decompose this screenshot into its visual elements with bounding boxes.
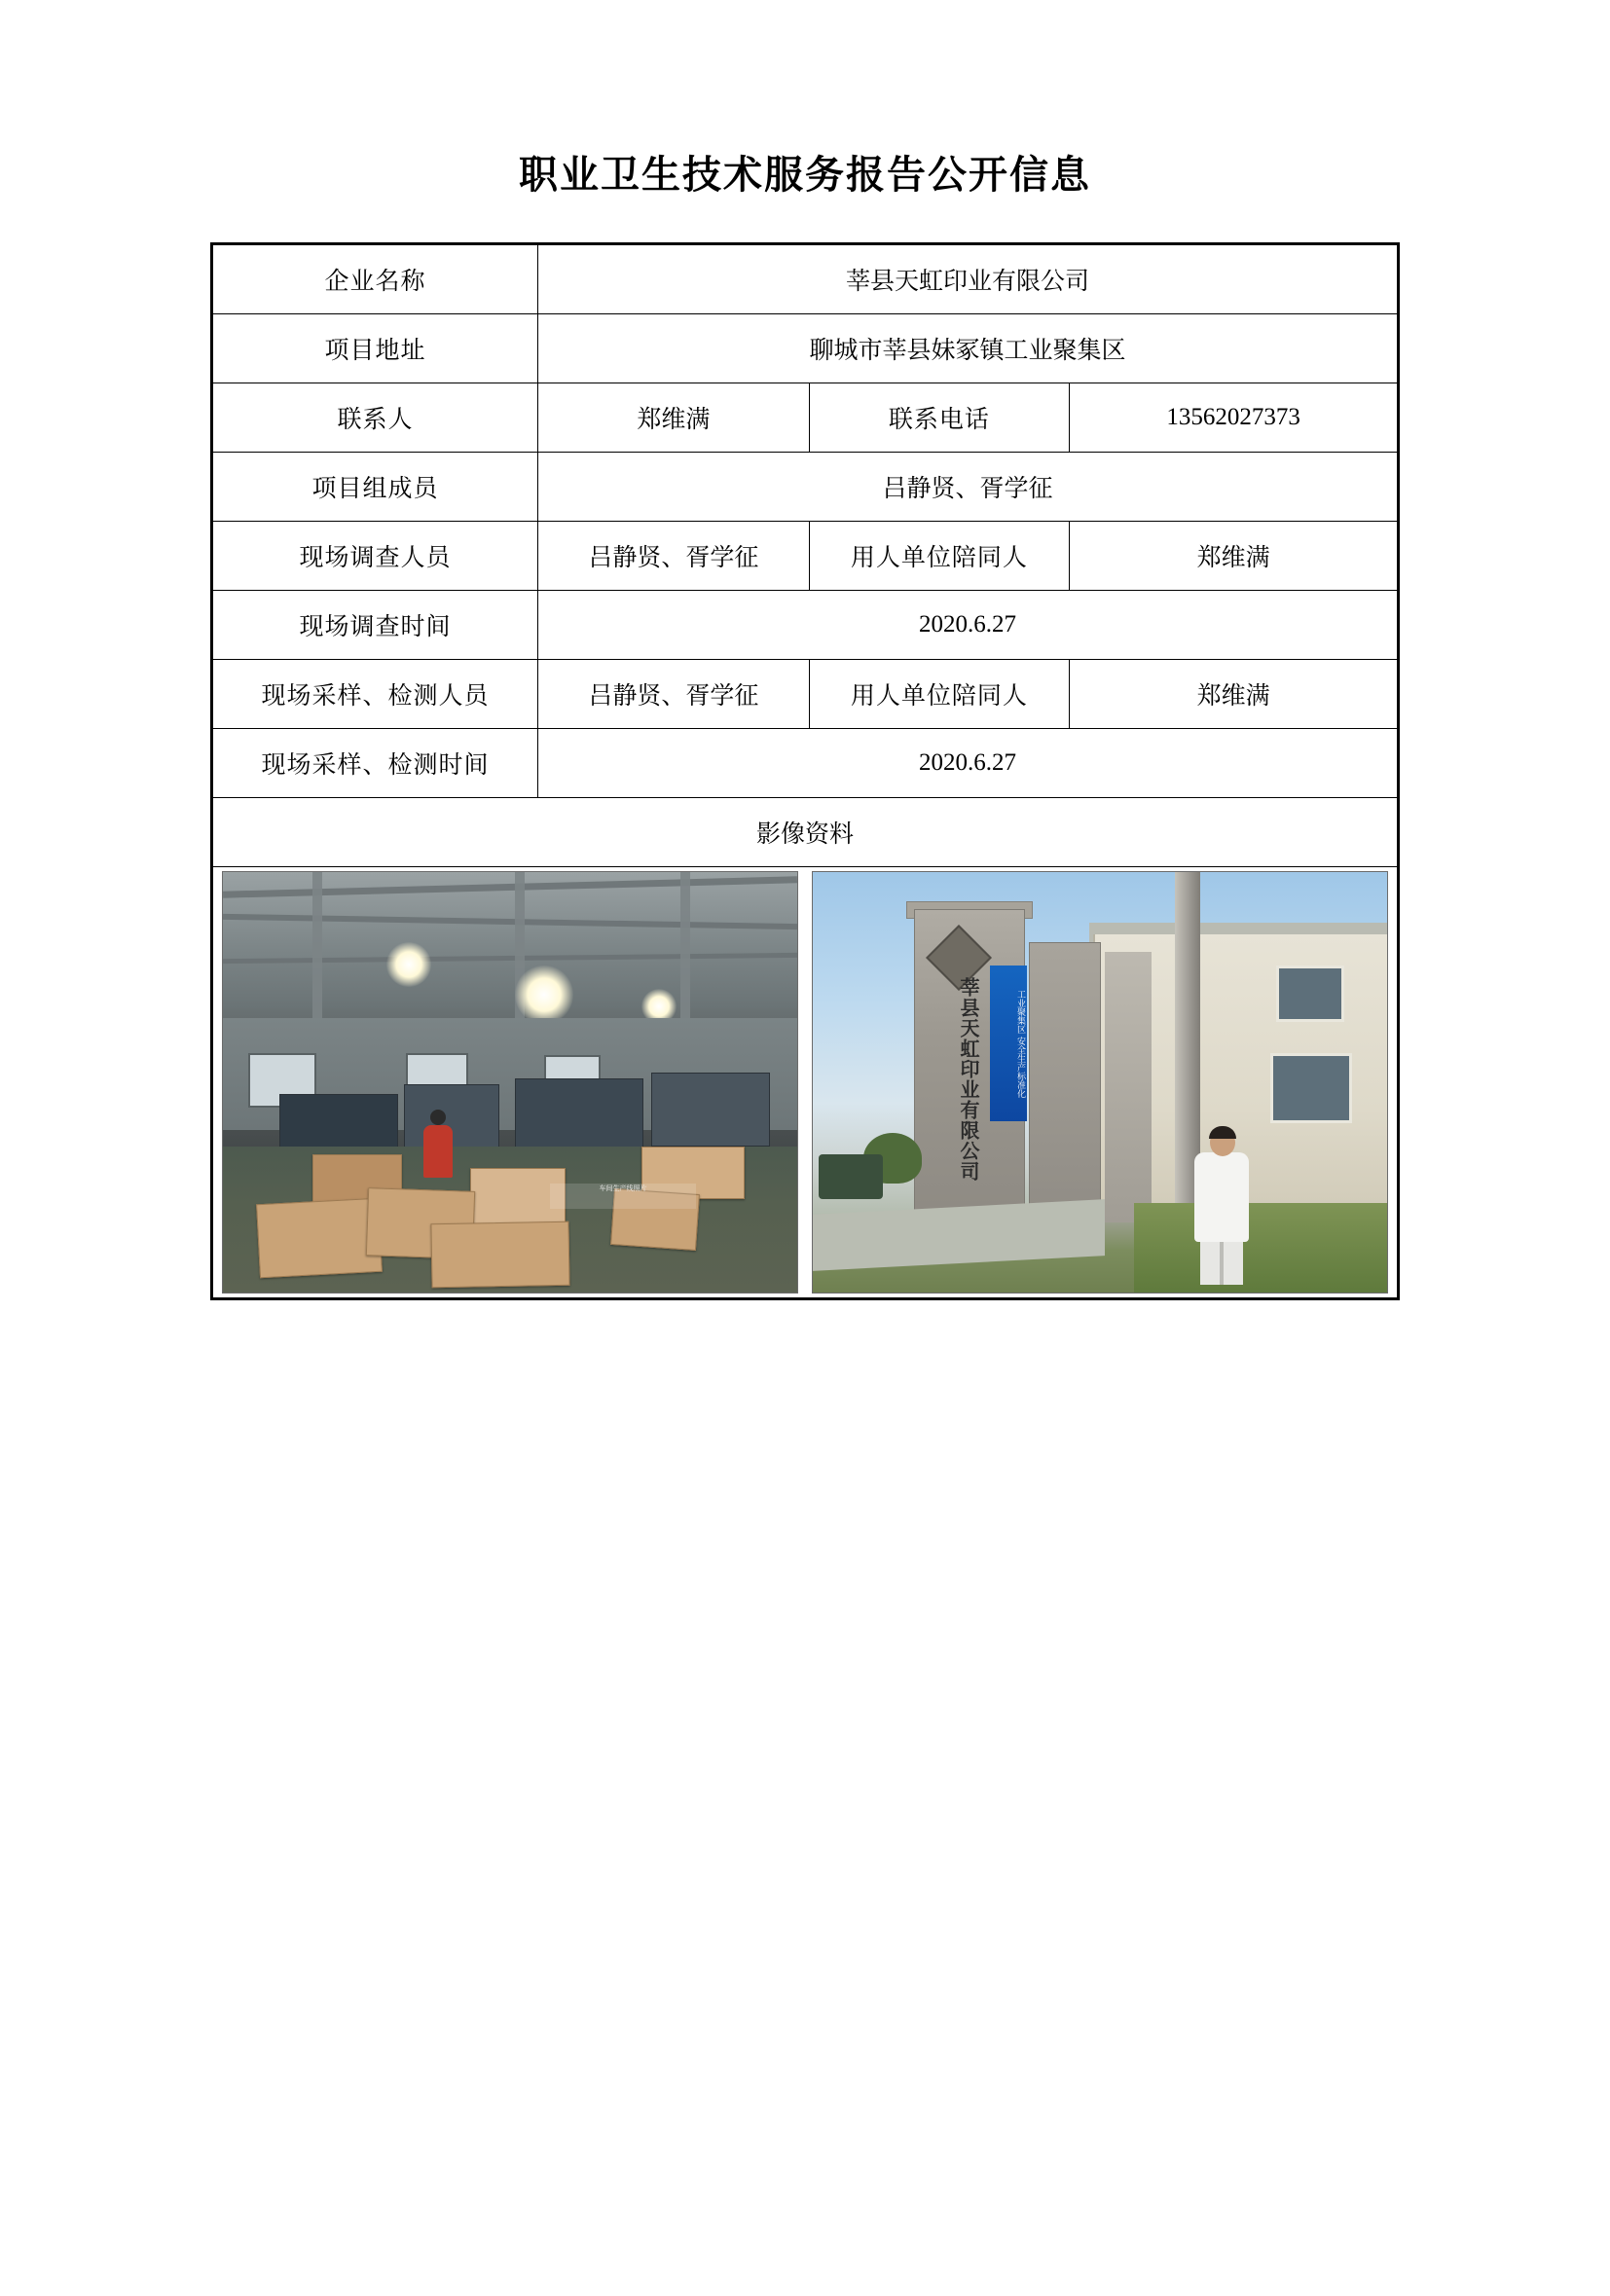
sampling-accompany-value: 郑维满	[1070, 660, 1399, 729]
table-row	[212, 314, 1399, 383]
workshop-photo	[222, 871, 798, 1294]
gate-pillar	[1029, 942, 1101, 1232]
info-table-wrapper	[210, 242, 1400, 1300]
media-photos-cell	[212, 867, 1399, 1299]
blue-sign-board: 工业聚集区 安全生产标准化	[990, 966, 1027, 1121]
company-name-label: 企业名称	[212, 244, 538, 314]
survey-time-label: 现场调查时间	[212, 591, 538, 660]
sampling-time-label: 现场采样、检测时间	[212, 729, 538, 798]
ceiling-lamp-icon	[386, 942, 431, 987]
sampling-staff-value: 吕静贤、胥学征	[538, 660, 810, 729]
sampling-accompany-label: 用人单位陪同人	[809, 660, 1069, 729]
table-row	[212, 798, 1399, 867]
printing-machine	[651, 1073, 770, 1147]
survey-staff-label: 现场调查人员	[212, 522, 538, 591]
survey-accompany-value: 郑维满	[1070, 522, 1399, 591]
sampling-staff-label: 现场采样、检测人员	[212, 660, 538, 729]
project-address-label: 项目地址	[212, 314, 538, 383]
page-title: 职业卫生技术服务报告公开信息	[519, 153, 1091, 198]
survey-time-value: 2020.6.27	[538, 591, 1399, 660]
carton-box	[256, 1198, 383, 1278]
table-row	[212, 660, 1399, 729]
ceiling-lamp-icon	[515, 966, 573, 1024]
person-legs	[1200, 1236, 1243, 1285]
project-address-value: 聊城市莘县妹冢镇工业聚集区	[538, 314, 1399, 383]
company-name-value: 莘县天虹印业有限公司	[538, 244, 1399, 314]
carton-box	[430, 1221, 569, 1288]
table-row	[212, 453, 1399, 522]
company-name-sign: 莘县天虹印业有限公司	[957, 977, 980, 1182]
gate-pillar	[1105, 952, 1152, 1230]
contact-phone-label: 联系电话	[809, 383, 1069, 453]
building-window	[1276, 966, 1344, 1022]
vehicle-shape	[819, 1154, 883, 1199]
contact-person-value: 郑维满	[538, 383, 810, 453]
building-window	[1270, 1053, 1352, 1123]
table-row	[212, 383, 1399, 453]
person-body	[1194, 1152, 1249, 1242]
table-row	[212, 729, 1399, 798]
machine-label-text: 车间生产线照片	[550, 1184, 696, 1209]
project-team-label: 项目组成员	[212, 453, 538, 522]
project-team-value: 吕静贤、胥学征	[538, 453, 1399, 522]
contact-phone-value: 13562027373	[1070, 383, 1399, 453]
media-section-label: 影像资料	[212, 798, 1399, 867]
survey-staff-value: 吕静贤、胥学征	[538, 522, 810, 591]
table-row-photos	[212, 867, 1399, 1299]
entrance-sign-photo	[812, 871, 1388, 1294]
table-row	[212, 591, 1399, 660]
report-info-table	[210, 242, 1400, 1300]
table-row	[212, 244, 1399, 314]
photo-row	[219, 871, 1391, 1294]
document-page	[0, 144, 1610, 2296]
grass-area	[1134, 1203, 1387, 1293]
worker-figure	[423, 1125, 453, 1178]
contact-person-label: 联系人	[212, 383, 538, 453]
survey-accompany-label: 用人单位陪同人	[809, 522, 1069, 591]
table-row	[212, 522, 1399, 591]
sampling-time-value: 2020.6.27	[538, 729, 1399, 798]
